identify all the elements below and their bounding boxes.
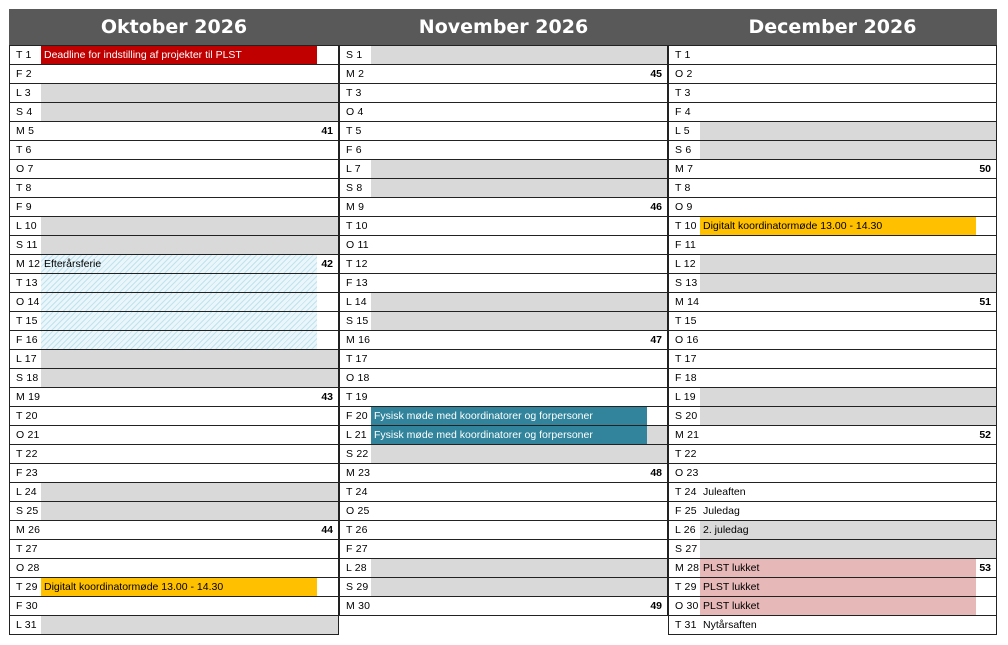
- day-row[interactable]: [10, 559, 338, 578]
- day-row[interactable]: [340, 388, 667, 407]
- day-band: [41, 521, 338, 539]
- day-row[interactable]: [340, 350, 667, 369]
- day-row[interactable]: [669, 312, 996, 331]
- day-label: O 25: [346, 505, 370, 517]
- day-label: O 4: [346, 106, 364, 118]
- day-label: F 20: [346, 410, 368, 422]
- day-row[interactable]: [669, 559, 996, 578]
- day-label: L 21: [346, 429, 367, 441]
- day-label: T 15: [675, 315, 697, 327]
- calendar-event[interactable]: [41, 293, 317, 311]
- day-row[interactable]: [10, 293, 338, 312]
- week-number: 53: [979, 562, 991, 574]
- day-row[interactable]: [340, 122, 667, 141]
- day-label: M 19: [16, 391, 41, 403]
- day-row[interactable]: [340, 217, 667, 236]
- day-row[interactable]: [10, 597, 338, 616]
- day-band: [700, 160, 996, 178]
- day-row[interactable]: [10, 84, 338, 103]
- day-band: [371, 597, 667, 615]
- day-label: O 30: [675, 600, 699, 612]
- day-row[interactable]: [669, 179, 996, 198]
- day-band: [700, 369, 996, 387]
- day-label: T 22: [16, 448, 38, 460]
- day-label: T 24: [346, 486, 368, 498]
- day-band: [41, 540, 338, 558]
- day-label: T 27: [16, 543, 38, 555]
- day-label: L 3: [16, 87, 31, 99]
- holiday-note: Juledag: [703, 505, 740, 517]
- calendar-event[interactable]: PLST lukket: [700, 559, 976, 577]
- day-band: [41, 198, 338, 216]
- day-band: [41, 122, 338, 140]
- calendar-event[interactable]: Deadline for indstilling af projekter til PLST: [41, 46, 317, 64]
- calendar-event[interactable]: Fysisk møde med koordinatorer og forpersoner: [371, 426, 647, 444]
- day-label: F 4: [675, 106, 691, 118]
- day-label: T 15: [16, 315, 38, 327]
- day-row[interactable]: [10, 179, 338, 198]
- day-label: T 1: [16, 49, 32, 61]
- day-row[interactable]: [10, 578, 338, 597]
- day-row[interactable]: [340, 255, 667, 274]
- day-row[interactable]: [340, 65, 667, 84]
- day-row[interactable]: [10, 407, 338, 426]
- day-row[interactable]: [340, 236, 667, 255]
- day-label: T 29: [16, 581, 38, 593]
- day-band: [371, 198, 667, 216]
- day-label: F 13: [346, 277, 368, 289]
- day-label: F 2: [16, 68, 32, 80]
- weekend-band: [371, 445, 667, 463]
- day-label: M 9: [346, 201, 365, 213]
- day-row[interactable]: [340, 578, 667, 597]
- day-row[interactable]: [669, 502, 996, 521]
- day-label: L 24: [16, 486, 37, 498]
- day-band: [41, 141, 338, 159]
- weekend-band: [371, 578, 667, 596]
- weekend-band: [700, 274, 996, 292]
- holiday-note: Nytårsaften: [703, 619, 757, 631]
- day-label: T 24: [675, 486, 697, 498]
- day-row[interactable]: [669, 483, 996, 502]
- day-row[interactable]: [340, 293, 667, 312]
- day-label: O 14: [16, 296, 40, 308]
- day-label: T 6: [16, 144, 32, 156]
- day-row[interactable]: [340, 45, 667, 65]
- day-band: [371, 521, 667, 539]
- day-row[interactable]: [340, 84, 667, 103]
- day-label: F 9: [16, 201, 32, 213]
- day-label: T 22: [675, 448, 697, 460]
- day-row[interactable]: [10, 103, 338, 122]
- day-row[interactable]: [669, 84, 996, 103]
- day-band: [371, 369, 667, 387]
- day-label: L 14: [346, 296, 367, 308]
- week-number: 44: [321, 524, 333, 536]
- day-row[interactable]: [669, 521, 996, 540]
- week-number: 52: [979, 429, 991, 441]
- weekend-band: [41, 236, 338, 254]
- calendar-event[interactable]: Digitalt koordinatormøde 13.00 - 14.30: [700, 217, 976, 235]
- day-band: [700, 312, 996, 330]
- day-row[interactable]: [10, 45, 338, 65]
- day-band: [41, 388, 338, 406]
- weekend-band: [41, 217, 338, 235]
- calendar-event[interactable]: [41, 331, 317, 349]
- day-row[interactable]: [669, 255, 996, 274]
- weekend-band: [41, 369, 338, 387]
- day-band: [700, 236, 996, 254]
- day-row[interactable]: [340, 160, 667, 179]
- week-number: 48: [650, 467, 662, 479]
- day-label: L 28: [346, 562, 367, 574]
- day-band: [41, 559, 338, 577]
- day-label: M 2: [346, 68, 365, 80]
- day-label: M 23: [346, 467, 371, 479]
- weekend-band: [700, 122, 996, 140]
- calendar-event[interactable]: Fysisk møde med koordinatorer og forpersoner: [371, 407, 647, 425]
- day-label: M 14: [675, 296, 700, 308]
- day-label: M 16: [346, 334, 371, 346]
- day-band: [371, 464, 667, 482]
- weekend-band: [41, 616, 338, 634]
- weekend-band: [371, 46, 667, 64]
- day-row[interactable]: [340, 103, 667, 122]
- weekend-band: [41, 483, 338, 501]
- day-label: T 10: [675, 220, 697, 232]
- day-label: S 29: [346, 581, 369, 593]
- calendar-event[interactable]: [41, 312, 317, 330]
- day-label: S 27: [675, 543, 698, 555]
- month-column-december: [668, 9, 997, 635]
- day-band: [371, 122, 667, 140]
- day-row[interactable]: [340, 331, 667, 350]
- day-band: [41, 160, 338, 178]
- day-label: T 5: [346, 125, 362, 137]
- day-row[interactable]: [10, 236, 338, 255]
- day-label: O 9: [675, 201, 693, 213]
- weekend-band: [371, 293, 667, 311]
- day-band: [700, 502, 996, 520]
- day-label: T 26: [346, 524, 368, 536]
- day-label: F 16: [16, 334, 38, 346]
- day-row[interactable]: [669, 45, 996, 65]
- day-row[interactable]: [340, 521, 667, 540]
- month-title: December 2026: [668, 9, 997, 45]
- day-band: [371, 540, 667, 558]
- day-row[interactable]: [10, 350, 338, 369]
- day-row[interactable]: [669, 369, 996, 388]
- day-row[interactable]: [10, 217, 338, 236]
- day-label: O 18: [346, 372, 370, 384]
- weekend-band: [371, 160, 667, 178]
- day-band: [700, 103, 996, 121]
- day-row[interactable]: [10, 540, 338, 559]
- day-row[interactable]: [10, 502, 338, 521]
- day-band: [700, 179, 996, 197]
- calendar-event[interactable]: Efterårsferie: [41, 255, 317, 273]
- day-band: [700, 46, 996, 64]
- day-label: O 7: [16, 163, 34, 175]
- day-label: S 22: [346, 448, 369, 460]
- week-number: 42: [321, 258, 333, 270]
- day-label: O 16: [675, 334, 699, 346]
- day-band: [700, 293, 996, 311]
- day-row[interactable]: [669, 597, 996, 616]
- calendar-event[interactable]: Digitalt koordinatormøde 13.00 - 14.30: [41, 578, 317, 596]
- day-label: M 12: [16, 258, 41, 270]
- day-label: T 3: [346, 87, 362, 99]
- day-row[interactable]: [10, 369, 338, 388]
- weekend-band: [700, 540, 996, 558]
- day-label: L 5: [675, 125, 690, 137]
- day-label: O 11: [346, 239, 369, 251]
- day-row[interactable]: [10, 122, 338, 141]
- calendar-event[interactable]: PLST lukket: [700, 597, 976, 615]
- calendar-event[interactable]: [41, 274, 317, 292]
- weekend-band: [41, 103, 338, 121]
- day-band: [41, 464, 338, 482]
- day-label: T 10: [346, 220, 368, 232]
- day-label: L 31: [16, 619, 37, 631]
- weekend-band: [41, 84, 338, 102]
- day-label: L 26: [675, 524, 696, 536]
- day-label: S 20: [675, 410, 698, 422]
- day-label: O 23: [675, 467, 699, 479]
- day-label: F 23: [16, 467, 38, 479]
- week-number: 45: [650, 68, 662, 80]
- day-row[interactable]: [10, 65, 338, 84]
- day-row[interactable]: [669, 65, 996, 84]
- day-label: F 25: [675, 505, 697, 517]
- day-row[interactable]: [10, 521, 338, 540]
- day-label: O 21: [16, 429, 40, 441]
- day-label: T 13: [16, 277, 38, 289]
- day-band: [371, 331, 667, 349]
- day-label: L 19: [675, 391, 696, 403]
- holiday-note: Juleaften: [703, 486, 746, 498]
- day-row[interactable]: [669, 578, 996, 597]
- day-label: S 11: [16, 239, 38, 251]
- day-row[interactable]: [340, 597, 667, 616]
- weekend-band: [371, 559, 667, 577]
- day-row[interactable]: [669, 122, 996, 141]
- day-band: [700, 464, 996, 482]
- day-label: S 13: [675, 277, 698, 289]
- day-row[interactable]: [10, 616, 338, 635]
- day-row[interactable]: [669, 293, 996, 312]
- day-label: F 30: [16, 600, 38, 612]
- day-label: M 26: [16, 524, 41, 536]
- day-label: O 2: [675, 68, 693, 80]
- week-number: 51: [979, 296, 991, 308]
- day-row[interactable]: [340, 483, 667, 502]
- day-band: [371, 350, 667, 368]
- weekend-band: [371, 312, 667, 330]
- week-number: 50: [979, 163, 991, 175]
- day-label: S 4: [16, 106, 33, 118]
- day-row[interactable]: [10, 160, 338, 179]
- day-band: [371, 483, 667, 501]
- day-label: M 7: [675, 163, 694, 175]
- day-row[interactable]: [669, 407, 996, 426]
- day-band: [371, 141, 667, 159]
- calendar-event[interactable]: PLST lukket: [700, 578, 976, 596]
- month-title: November 2026: [339, 9, 668, 45]
- day-row[interactable]: [669, 141, 996, 160]
- day-label: T 8: [675, 182, 691, 194]
- weekend-band: [700, 407, 996, 425]
- day-band: [41, 445, 338, 463]
- day-row[interactable]: [340, 502, 667, 521]
- day-row[interactable]: [340, 274, 667, 293]
- day-band: [700, 331, 996, 349]
- day-label: S 18: [16, 372, 39, 384]
- day-label: F 6: [346, 144, 362, 156]
- day-label: T 1: [675, 49, 691, 61]
- day-label: L 7: [346, 163, 361, 175]
- day-band: [371, 103, 667, 121]
- day-row[interactable]: [340, 198, 667, 217]
- day-label: M 28: [675, 562, 700, 574]
- day-row[interactable]: [340, 559, 667, 578]
- day-row[interactable]: [10, 274, 338, 293]
- day-row[interactable]: [669, 445, 996, 464]
- day-row[interactable]: [10, 331, 338, 350]
- day-row[interactable]: [10, 255, 338, 274]
- day-row[interactable]: [10, 198, 338, 217]
- day-row[interactable]: [669, 388, 996, 407]
- day-row[interactable]: [340, 426, 667, 445]
- day-band: [700, 445, 996, 463]
- day-row[interactable]: [10, 141, 338, 160]
- day-list: [9, 45, 339, 635]
- day-label: T 17: [346, 353, 368, 365]
- day-row[interactable]: [669, 426, 996, 445]
- day-row[interactable]: [669, 464, 996, 483]
- day-label: T 19: [346, 391, 368, 403]
- day-row[interactable]: [340, 179, 667, 198]
- day-band: [371, 84, 667, 102]
- day-band: [371, 217, 667, 235]
- day-label: T 8: [16, 182, 32, 194]
- month-column-november: [339, 9, 668, 616]
- day-label: O 28: [16, 562, 40, 574]
- week-number: 46: [650, 201, 662, 213]
- day-label: S 1: [346, 49, 363, 61]
- week-number: 43: [321, 391, 333, 403]
- day-row[interactable]: [340, 141, 667, 160]
- day-label: S 15: [346, 315, 369, 327]
- day-row[interactable]: [669, 160, 996, 179]
- day-band: [41, 65, 338, 83]
- day-label: T 29: [675, 581, 697, 593]
- day-band: [700, 65, 996, 83]
- day-row[interactable]: [669, 198, 996, 217]
- day-row[interactable]: [10, 312, 338, 331]
- day-row[interactable]: [669, 350, 996, 369]
- day-row[interactable]: [340, 312, 667, 331]
- week-number: 41: [321, 125, 333, 137]
- week-number: 47: [650, 334, 662, 346]
- day-label: L 17: [16, 353, 37, 365]
- weekend-band: [41, 350, 338, 368]
- day-band: [371, 502, 667, 520]
- day-row[interactable]: [10, 445, 338, 464]
- day-list: [339, 45, 668, 616]
- day-label: F 27: [346, 543, 368, 555]
- day-row[interactable]: [340, 369, 667, 388]
- day-label: M 21: [675, 429, 700, 441]
- week-number: 49: [650, 600, 662, 612]
- day-row[interactable]: [669, 217, 996, 236]
- day-band: [41, 179, 338, 197]
- day-band: [371, 255, 667, 273]
- day-row[interactable]: [340, 445, 667, 464]
- day-label: S 6: [675, 144, 692, 156]
- day-label: F 18: [675, 372, 697, 384]
- day-list: [668, 45, 997, 635]
- day-label: M 30: [346, 600, 371, 612]
- day-band: [371, 65, 667, 83]
- day-row[interactable]: [10, 426, 338, 445]
- weekend-band: [371, 179, 667, 197]
- day-label: T 20: [16, 410, 38, 422]
- weekend-band: [700, 141, 996, 159]
- day-label: L 10: [16, 220, 37, 232]
- day-band: [700, 350, 996, 368]
- day-row[interactable]: [669, 616, 996, 635]
- day-band: [41, 597, 338, 615]
- day-row[interactable]: [10, 388, 338, 407]
- day-label: S 25: [16, 505, 39, 517]
- day-band: [371, 274, 667, 292]
- month-column-october: [9, 9, 339, 635]
- weekend-band: [700, 255, 996, 273]
- day-band: [700, 198, 996, 216]
- day-row[interactable]: [669, 331, 996, 350]
- day-row[interactable]: [340, 407, 667, 426]
- day-band: [700, 84, 996, 102]
- day-band: [41, 426, 338, 444]
- day-label: F 11: [675, 239, 697, 251]
- day-row[interactable]: [340, 464, 667, 483]
- day-band: [41, 407, 338, 425]
- day-row[interactable]: [669, 103, 996, 122]
- day-row[interactable]: [669, 236, 996, 255]
- day-row[interactable]: [10, 464, 338, 483]
- day-label: T 17: [675, 353, 697, 365]
- day-band: [700, 426, 996, 444]
- day-label: S 8: [346, 182, 363, 194]
- holiday-note: 2. juledag: [703, 524, 749, 536]
- day-band: [371, 236, 667, 254]
- day-label: M 5: [16, 125, 35, 137]
- day-label: T 12: [346, 258, 368, 270]
- day-row[interactable]: [340, 540, 667, 559]
- day-row[interactable]: [10, 483, 338, 502]
- weekend-band: [41, 502, 338, 520]
- day-row[interactable]: [669, 274, 996, 293]
- day-band: [371, 388, 667, 406]
- day-label: T 31: [675, 619, 697, 631]
- weekend-band: [700, 388, 996, 406]
- month-title: Oktober 2026: [9, 9, 339, 45]
- day-label: T 3: [675, 87, 691, 99]
- day-row[interactable]: [669, 540, 996, 559]
- day-label: L 12: [675, 258, 696, 270]
